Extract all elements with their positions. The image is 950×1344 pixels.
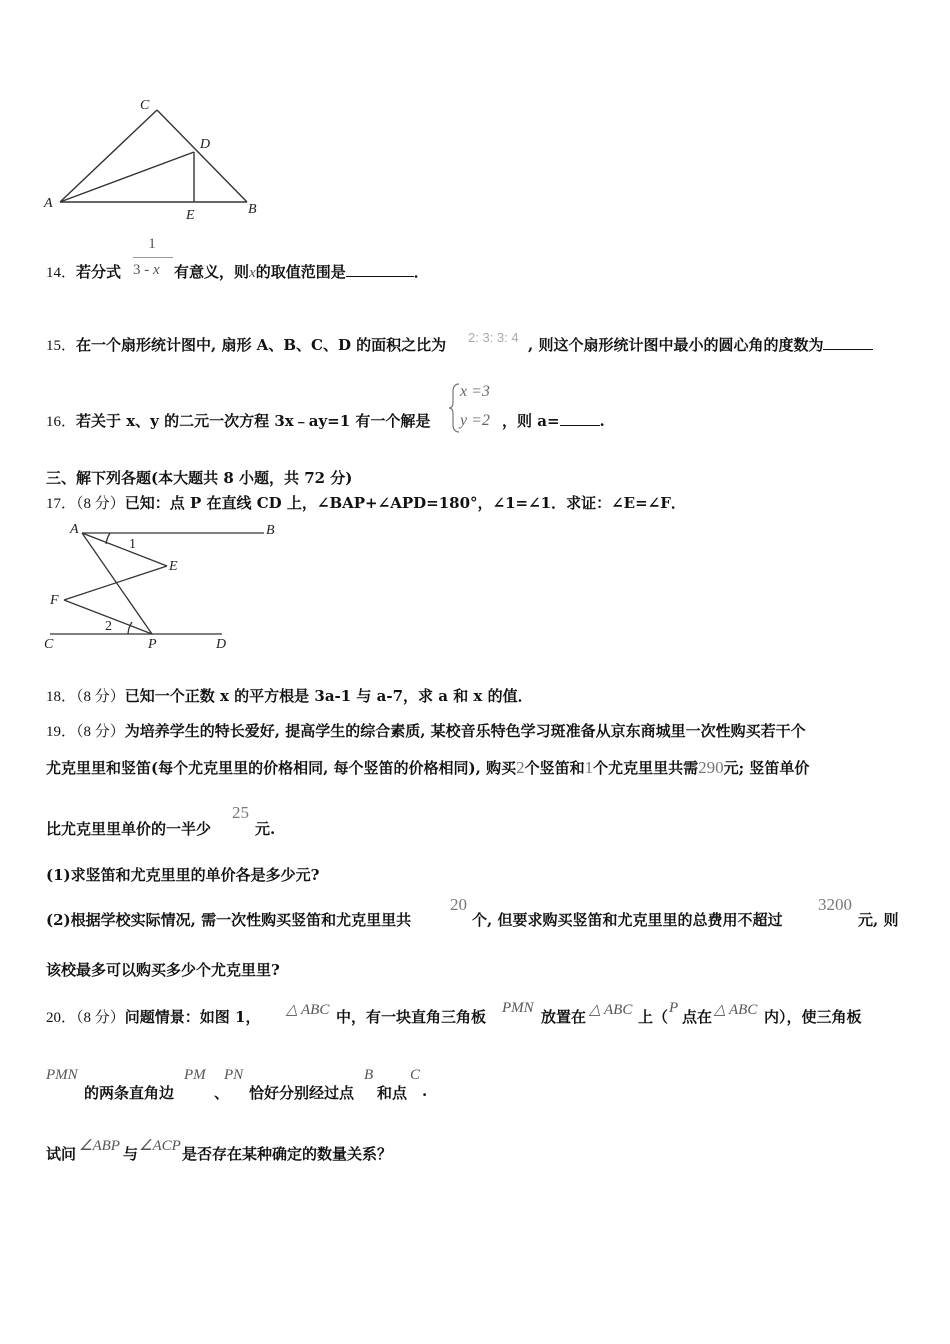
question-15: 15．在一个扇形统计图中, 扇形 A、B、C、D 的面积之比为 bbox=[46, 336, 447, 354]
question-20-text7: 的两条直角边 bbox=[84, 1084, 175, 1102]
equation-x: x =3 bbox=[460, 383, 490, 400]
question-20-text12: 与 bbox=[123, 1145, 139, 1163]
answer-blank-15[interactable] bbox=[823, 335, 873, 350]
number-20: 20 bbox=[450, 895, 467, 914]
question-19-line3: 比尤克里里单价的一半少 bbox=[46, 820, 212, 838]
answer-blank-14[interactable] bbox=[346, 262, 414, 277]
answer-blank-16[interactable] bbox=[560, 411, 600, 426]
label-C-17: C bbox=[44, 637, 54, 652]
side-pn: PN bbox=[224, 1067, 244, 1083]
triangle-abc-3: △ ABC bbox=[714, 1002, 758, 1018]
angle-abp: ∠ABP bbox=[79, 1138, 120, 1154]
question-20-text5: 点在 bbox=[682, 1008, 713, 1026]
question-19-line1: 19．（8 分）为培养学生的特长爱好, 提高学生的综合素质, 某校音乐特色学习斑准备从京东商城里一次性购买若干个 bbox=[46, 722, 806, 740]
question-15-rest: , 则这个扇形统计图中最小的圆心角的度数为 bbox=[528, 334, 873, 355]
question-20-text4: 上（ bbox=[638, 1008, 669, 1026]
label-D: D bbox=[200, 137, 211, 152]
triangle-figure-13 bbox=[40, 95, 270, 225]
question-19-line2: 尤克里里和竖笛(每个尤克里里的价格相同, 每个竖笛的价格相同), 购买2个竖笛和1个尤克里里共需290元; 竖笛单价 bbox=[46, 758, 810, 777]
fraction-denominator: 3 - x bbox=[133, 262, 160, 278]
separator: 、 bbox=[214, 1084, 230, 1102]
pmn-2: PMN bbox=[46, 1067, 78, 1083]
question-16-rest: ，则 a= . bbox=[502, 412, 605, 430]
label-C: C bbox=[140, 98, 150, 113]
section-title: 三、解下列各题(本大题共 8 小题，共 72 分) bbox=[46, 469, 353, 487]
label-A-17: A bbox=[70, 522, 79, 537]
label-E: E bbox=[186, 208, 195, 223]
question-19-line3-end: 元. bbox=[255, 820, 276, 838]
question-20-line1: 20．（8 分）问题情景：如图 1， bbox=[46, 1008, 261, 1026]
question-14-rest: 有意义，则x的取值范围是 ． bbox=[174, 263, 429, 281]
point-c: C bbox=[410, 1067, 421, 1083]
number-3200: 3200 bbox=[818, 895, 852, 914]
question-19-sub2-end: 元, 则 bbox=[858, 911, 899, 929]
question-19-sub2-mid: 个, 但要求购买竖笛和尤克里里的总费用不超过 bbox=[472, 911, 783, 929]
question-20-text8: 恰好分别经过点 bbox=[249, 1084, 355, 1102]
angle-acp: ∠ACP bbox=[139, 1138, 181, 1154]
pmn-1: PMN bbox=[502, 1000, 534, 1016]
equation-y: y =2 bbox=[460, 412, 490, 429]
question-14: 14．若分式 bbox=[46, 263, 122, 281]
question-16: 16．若关于 x、y 的二元一次方程 3x﹣ay=1 有一个解是 bbox=[46, 412, 431, 430]
question-20-text11: 试问 bbox=[46, 1145, 77, 1163]
question-20-text13: 是否存在某种确定的数量关系？ bbox=[182, 1145, 393, 1163]
label-P-17: P bbox=[148, 637, 157, 652]
fraction-numerator: 1 bbox=[148, 236, 156, 252]
ratio-value: 2: 3: 3: 4 bbox=[468, 330, 519, 345]
question-19-sub2: (2)根据学校实际情况, 需一次性购买竖笛和尤克里里共 bbox=[46, 911, 412, 929]
question-19-line6: 该校最多可以购买多少个尤克里里? bbox=[46, 961, 280, 979]
label-A: A bbox=[44, 196, 53, 211]
label-D-17: D bbox=[216, 637, 227, 652]
triangle-abc-1: △ ABC bbox=[286, 1002, 330, 1018]
question-19-sub1: (1)求竖笛和尤克里里的单价各是多少元? bbox=[46, 866, 320, 884]
question-20-text3: 放置在 bbox=[541, 1008, 587, 1026]
angle-label-1: 1 bbox=[129, 537, 136, 552]
label-F-17: F bbox=[50, 593, 59, 608]
question-20-text9: 和点 bbox=[377, 1084, 408, 1102]
label-B: B bbox=[248, 202, 257, 217]
point-b: B bbox=[364, 1067, 374, 1083]
label-B-17: B bbox=[266, 523, 275, 538]
angle-figure-17 bbox=[40, 518, 290, 653]
label-E-17: E bbox=[169, 559, 178, 574]
question-20-text10: . bbox=[422, 1082, 428, 1100]
question-20-text2: 中，有一块直角三角板 bbox=[336, 1008, 487, 1026]
point-p: P bbox=[669, 1000, 679, 1016]
question-20-text6: 内），使三角板 bbox=[764, 1008, 862, 1026]
side-pm: PM bbox=[184, 1067, 206, 1083]
fraction-bar bbox=[133, 257, 173, 258]
number-25: 25 bbox=[232, 803, 249, 822]
triangle-abc-2: △ ABC bbox=[589, 1002, 633, 1018]
question-18: 18．（8 分）已知一个正数 x 的平方根是 3a-1 与 a-7，求 a 和 x 的值． bbox=[46, 687, 533, 705]
angle-label-2: 2 bbox=[105, 619, 112, 634]
question-17: 17．（8 分）已知：点 P 在直线 CD 上，∠BAP+∠APD=180°，∠1=∠1．求证：∠E=∠F． bbox=[46, 494, 686, 512]
